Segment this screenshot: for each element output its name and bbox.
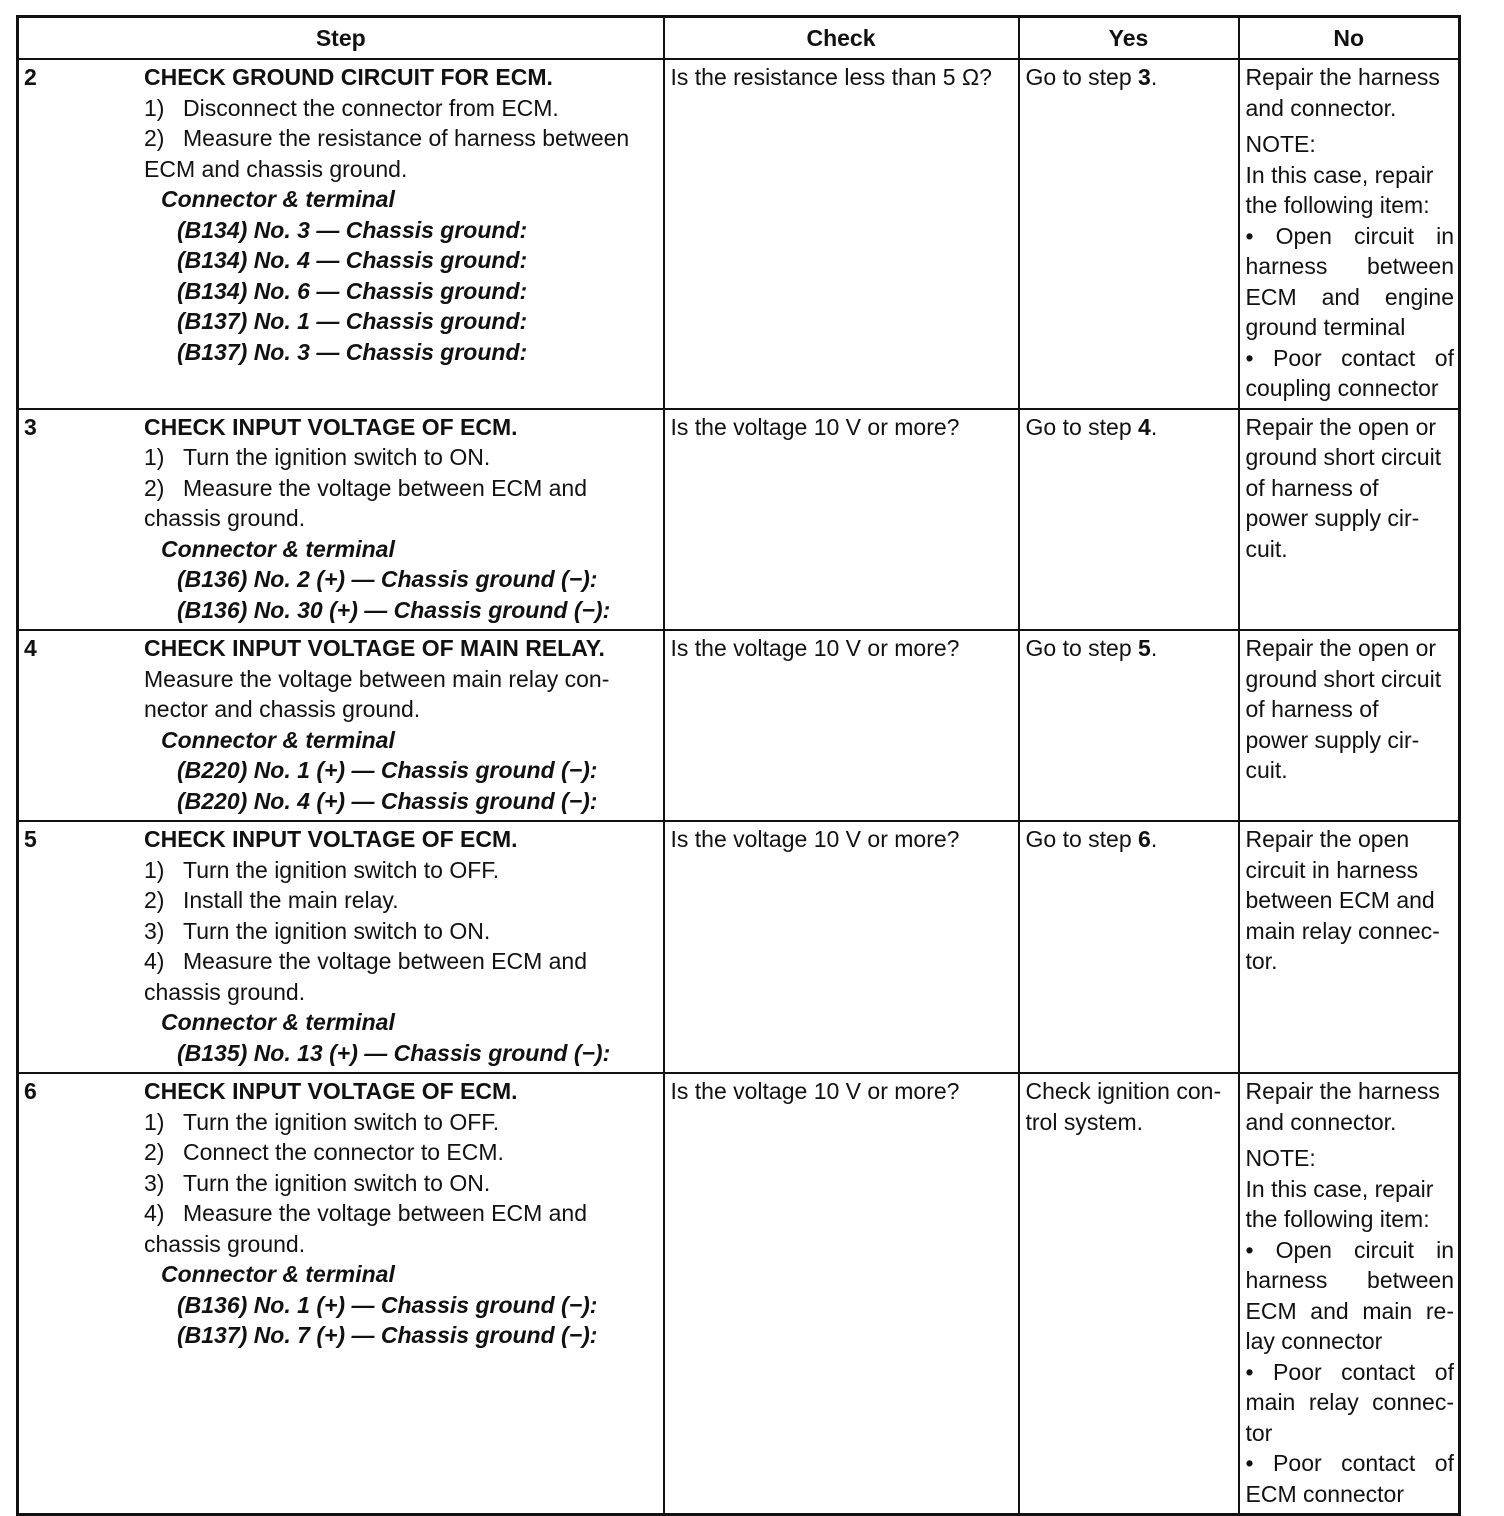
no-cell: Repair the open circuit in harness between ECM and main relay connec- tor.	[1239, 821, 1460, 1073]
step-title: CHECK INPUT VOLTAGE OF ECM.	[144, 413, 518, 440]
table-row	[18, 59, 1460, 409]
terminal-spec: (B136) No. 2 (+) — Chassis ground (−):	[177, 566, 598, 592]
instruction-text: nector and chassis ground.	[144, 696, 421, 722]
header-yes: Yes	[1019, 17, 1239, 60]
instruction-continuation: chassis ground.	[144, 978, 306, 1005]
header-check: Check	[664, 17, 1019, 60]
instruction: 1) Turn the ignition switch to ON.	[144, 444, 491, 470]
instruction: 2) Measure the voltage between ECM and	[144, 474, 588, 501]
instruction-continuation: chassis ground.	[144, 505, 306, 531]
connector-terminal-label: Connector & terminal	[161, 1261, 395, 1287]
terminal-spec: (B220) No. 1 (+) — Chassis ground (−):	[177, 757, 598, 783]
instruction: 1) Turn the ignition switch to OFF.	[144, 856, 500, 883]
step-number: 3	[24, 413, 37, 440]
connector-terminal-label: Connector & terminal	[161, 1009, 395, 1035]
connector-terminal-label: Connector & terminal	[161, 186, 395, 212]
step-title: CHECK INPUT VOLTAGE OF MAIN RELAY.	[144, 635, 605, 661]
no-cell: Repair the harness and connector. NOTE: In this case, repair the following item: • Open circuit in harness between ECM and engine ground terminal • Poor contact of coupling connector	[1239, 59, 1460, 409]
step-cell	[18, 409, 664, 631]
note-label: NOTE:	[1245, 131, 1316, 157]
step-number: 4	[24, 635, 37, 661]
header-row	[18, 17, 1460, 60]
instruction: 2) Install the main relay.	[144, 887, 399, 913]
terminal-spec: (B220) No. 4 (+) — Chassis ground (−):	[177, 787, 598, 814]
instruction: 1) Turn the ignition switch to OFF.	[144, 1108, 500, 1135]
connector-terminal-label: Connector & terminal	[161, 726, 395, 753]
instruction: 3) Turn the ignition switch to ON.	[144, 1169, 491, 1196]
check-cell: Is the voltage 10 V or more?	[664, 821, 1019, 1073]
note-label: NOTE:	[1245, 1145, 1316, 1171]
instruction-continuation: ECM and chassis ground.	[144, 155, 408, 182]
terminal-spec: (B135) No. 13 (+) — Chassis ground (−):	[177, 1039, 611, 1066]
terminal-spec: (B134) No. 6 — Chassis ground:	[177, 277, 528, 304]
instruction-continuation: chassis ground.	[144, 1230, 306, 1257]
yes-cell: Check ignition con- trol system.	[1019, 1073, 1239, 1515]
yes-step-number: 4	[1138, 413, 1151, 440]
table-row	[18, 409, 1460, 631]
connector-terminal-label: Connector & terminal	[161, 535, 395, 562]
terminal-spec: (B136) No. 1 (+) — Chassis ground (−):	[177, 1291, 598, 1318]
step-title: CHECK GROUND CIRCUIT FOR ECM.	[144, 64, 553, 90]
check-cell: Is the voltage 10 V or more?	[664, 630, 1019, 821]
instruction: 2) Connect the connector to ECM.	[144, 1139, 504, 1165]
yes-step-number: 6	[1138, 826, 1151, 852]
yes-cell: Go to step 5.	[1019, 630, 1239, 821]
no-cell: Repair the open or ground short circuit of harness of power supply cir- cuit.	[1239, 630, 1460, 821]
terminal-spec: (B137) No. 3 — Chassis ground:	[177, 338, 528, 365]
instruction: 1) Disconnect the connector from ECM.	[144, 94, 559, 121]
instruction: 2) Measure the resistance of harness between	[144, 125, 630, 151]
no-cell: Repair the open or ground short circuit of harness of power supply cir- cuit.	[1239, 409, 1460, 631]
terminal-spec: (B137) No. 7 (+) — Chassis ground (−):	[177, 1322, 598, 1348]
instruction: 4) Measure the voltage between ECM and	[144, 1200, 588, 1226]
step-title: CHECK INPUT VOLTAGE OF ECM.	[144, 1078, 518, 1104]
step-cell	[18, 59, 664, 409]
header-no: No	[1239, 17, 1460, 60]
no-cell: Repair the harness and connector. NOTE: In this case, repair the following item: • Open circuit in harness between ECM and main re- lay connector • Poor contact of main relay connec- tor • Poor contact of ECM connector	[1239, 1073, 1460, 1515]
check-cell: Is the voltage 10 V or more?	[664, 1073, 1019, 1515]
yes-cell: Go to step 4.	[1019, 409, 1239, 631]
yes-cell: Go to step 6.	[1019, 821, 1239, 1073]
step-cell	[18, 821, 664, 1073]
yes-step-number: 3	[1138, 64, 1151, 90]
yes-step-number: 5	[1138, 635, 1151, 661]
instruction: 3) Turn the ignition switch to ON.	[144, 917, 491, 944]
table-row	[18, 1073, 1460, 1515]
step-cell	[18, 630, 664, 821]
check-cell: Is the resistance less than 5 Ω?	[664, 59, 1019, 409]
step-cell	[18, 1073, 664, 1515]
step-number: 5	[24, 826, 37, 852]
terminal-spec: (B134) No. 3 — Chassis ground:	[177, 216, 528, 243]
terminal-spec: (B134) No. 4 — Chassis ground:	[177, 247, 528, 273]
header-step: Step	[18, 17, 664, 60]
terminal-spec: (B136) No. 30 (+) — Chassis ground (−):	[177, 596, 611, 623]
table-row	[18, 630, 1460, 821]
instruction: 4) Measure the voltage between ECM and	[144, 948, 588, 974]
table-row	[18, 821, 1460, 1073]
yes-cell: Go to step 3.	[1019, 59, 1239, 409]
step-title: CHECK INPUT VOLTAGE OF ECM.	[144, 826, 518, 852]
diagnostic-table	[16, 15, 1461, 1516]
terminal-spec: (B137) No. 1 — Chassis ground:	[177, 308, 528, 334]
step-number: 2	[24, 64, 37, 90]
instruction-text: Measure the voltage between main relay con-	[144, 665, 610, 692]
step-number: 6	[24, 1078, 37, 1104]
check-cell: Is the voltage 10 V or more?	[664, 409, 1019, 631]
